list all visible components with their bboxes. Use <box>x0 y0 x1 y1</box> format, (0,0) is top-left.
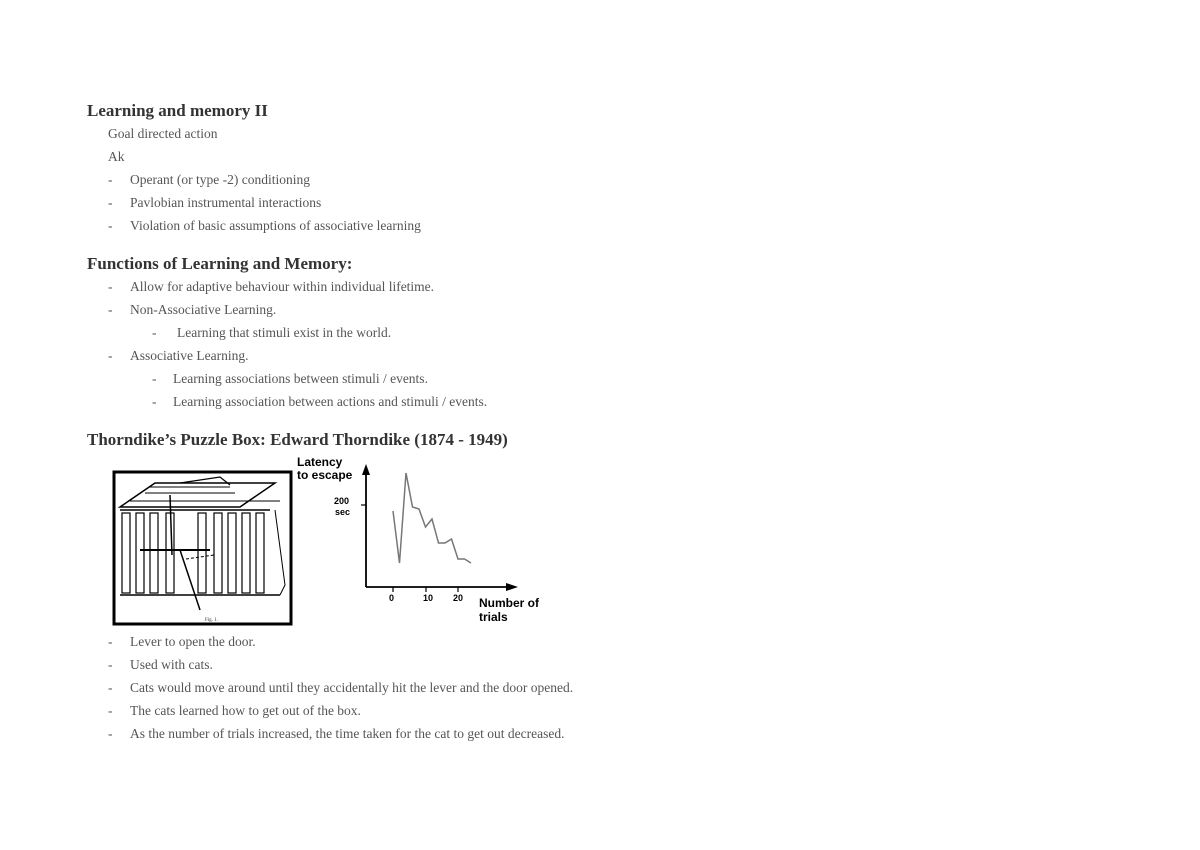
subtitle: Goal directed action <box>108 126 218 141</box>
list-item: Violation of basic assumptions of associative learning <box>130 218 421 233</box>
y-axis-label: Latency <box>297 455 343 469</box>
list-item: Cats would move around until they accidentally hit the lever and the door opened. <box>130 680 574 695</box>
list-item: Lever to open the door. <box>130 634 256 649</box>
list-item: Learning association between actions and stimuli / events. <box>173 394 488 409</box>
list-item: Learning that stimuli exist in the world. <box>177 325 392 340</box>
page-title: Learning and memory II <box>87 101 268 120</box>
bullet-dash: - <box>108 680 113 695</box>
list-item: Learning associations between stimuli / events. <box>173 371 428 386</box>
figure <box>110 455 560 635</box>
bullet-dash: - <box>152 371 157 386</box>
puzzle-box-illustration <box>114 472 291 624</box>
x-tick-label: 20 <box>453 593 464 603</box>
author: Ak <box>108 149 125 164</box>
figure-caption: Fig. 1. <box>205 618 218 623</box>
bullet-dash: - <box>152 325 157 340</box>
y-tick-label: 200 <box>334 496 350 506</box>
series-line <box>393 473 471 563</box>
x-axis-label: Number of <box>479 596 539 610</box>
list-item: Operant (or type -2) conditioning <box>130 172 310 187</box>
section-heading: Functions of Learning and Memory: <box>87 254 353 273</box>
bullet-dash: - <box>108 279 113 294</box>
bullet-dash: - <box>108 218 113 233</box>
bullet-dash: - <box>108 726 113 741</box>
list-item: Associative Learning. <box>130 348 249 363</box>
bullet-dash: - <box>108 657 113 672</box>
x-axis-arrow <box>506 583 518 591</box>
bullet-dash: - <box>152 394 157 409</box>
list-item: As the number of trials increased, the time taken for the cat to get out decreased. <box>130 726 565 741</box>
bullet-dash: - <box>108 703 113 718</box>
bullet-dash: - <box>108 195 113 210</box>
section-heading: Thorndike’s Puzzle Box: Edward Thorndike (1874 - 1949) <box>87 430 508 449</box>
bullet-dash: - <box>108 302 113 317</box>
list-item: Pavlobian instrumental interactions <box>130 195 322 210</box>
list-item: The cats learned how to get out of the box. <box>130 703 361 718</box>
y-axis-label: to escape <box>297 468 353 482</box>
list-item: Allow for adaptive behaviour within individual lifetime. <box>130 279 435 294</box>
y-tick-label: sec <box>335 507 351 517</box>
x-tick-label: 10 <box>423 593 434 603</box>
x-axis-label: trials <box>479 610 508 624</box>
bullet-dash: - <box>108 172 113 187</box>
bullet-dash: - <box>108 348 113 363</box>
y-axis-arrow <box>362 464 370 475</box>
x-tick-label: 0 <box>389 593 395 603</box>
list-item: Used with cats. <box>130 657 213 672</box>
list-item: Non-Associative Learning. <box>130 302 277 317</box>
bullet-dash: - <box>108 634 113 649</box>
puzzle-box-figure <box>110 455 560 630</box>
